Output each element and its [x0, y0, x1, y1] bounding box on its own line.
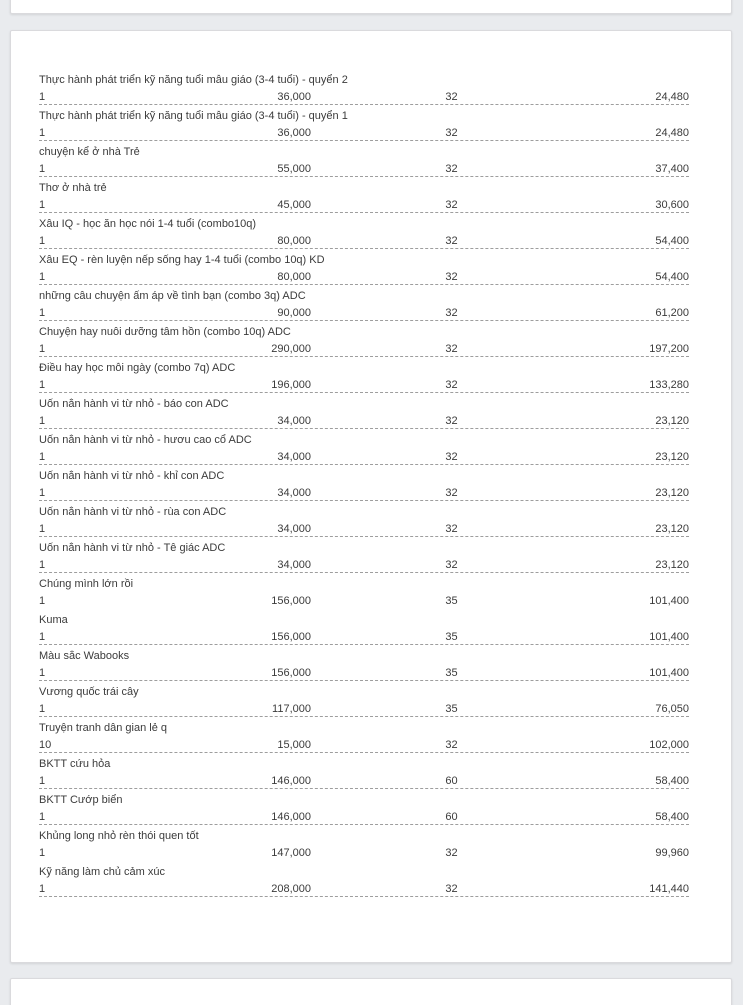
item-line-total: 23,120: [655, 487, 689, 499]
item-title: Uốn nắn hành vi từ nhỏ - rùa con ADC: [39, 506, 227, 518]
item-values-row: [39, 667, 689, 680]
item-discount-percent: 35: [445, 667, 458, 679]
item-unit-price: 196,000: [271, 379, 311, 391]
item-discount-percent: 35: [445, 703, 458, 715]
item-title: Thực hành phát triển kỹ năng tuổi mẫu giáo (3-4 tuổi) - quyển 2: [39, 74, 348, 86]
order-line-item: [39, 357, 689, 393]
item-title: Vương quốc trái cây: [39, 686, 139, 698]
item-quantity: 1: [39, 379, 46, 391]
order-line-item: [39, 393, 689, 429]
item-title: Uốn nắn hành vi từ nhỏ - Tê giác ADC: [39, 542, 226, 554]
item-title: Khủng long nhỏ rèn thói quen tốt: [39, 830, 199, 842]
item-title: Kỹ năng làm chủ cảm xúc: [39, 866, 165, 878]
item-values-row: [39, 739, 689, 752]
item-values-row: [39, 163, 689, 176]
item-unit-price: 90,000: [277, 307, 311, 319]
item-discount-percent: 32: [445, 235, 458, 247]
item-line-total: 61,200: [655, 307, 689, 319]
item-values-row: [39, 523, 689, 536]
order-items-list: [39, 69, 689, 897]
order-line-item: [39, 537, 689, 573]
order-line-item: [39, 465, 689, 501]
item-quantity: 1: [39, 631, 46, 643]
order-line-item: [39, 861, 689, 897]
item-unit-price: 55,000: [277, 163, 311, 175]
item-title: Chúng mình lớn rồi: [39, 578, 134, 590]
item-line-total: 23,120: [655, 559, 689, 571]
item-line-total: 23,120: [655, 415, 689, 427]
previous-card-partial: [10, 0, 732, 14]
item-values-row: [39, 91, 689, 104]
item-unit-price: 146,000: [271, 775, 311, 787]
item-line-total: 101,400: [649, 667, 689, 679]
item-unit-price: 156,000: [271, 667, 311, 679]
item-quantity: 1: [39, 667, 46, 679]
item-values-row: [39, 379, 689, 392]
item-values-row: [39, 235, 689, 248]
item-quantity: 1: [39, 883, 46, 895]
item-title: chuyện kể ở nhà Trẻ: [39, 146, 140, 158]
item-values-row: [39, 127, 689, 140]
item-values-row: [39, 415, 689, 428]
item-title: Uốn nắn hành vi từ nhỏ - hươu cao cổ ADC: [39, 434, 252, 446]
item-discount-percent: 32: [445, 127, 458, 139]
item-discount-percent: 60: [445, 811, 458, 823]
order-line-item: [39, 429, 689, 465]
item-quantity: 1: [39, 271, 46, 283]
item-line-total: 23,120: [655, 451, 689, 463]
item-discount-percent: 32: [445, 91, 458, 103]
item-quantity: 1: [39, 595, 46, 607]
item-line-total: 99,960: [655, 847, 689, 859]
item-quantity: 1: [39, 91, 46, 103]
item-discount-percent: 32: [445, 487, 458, 499]
item-quantity: 1: [39, 415, 46, 427]
item-unit-price: 80,000: [277, 235, 311, 247]
item-unit-price: 34,000: [277, 415, 311, 427]
order-items-card: [10, 30, 732, 963]
item-title: Điều hay học mỗi ngày (combo 7q) ADC: [39, 362, 236, 374]
item-title: Uốn nắn hành vi từ nhỏ - báo con ADC: [39, 398, 229, 410]
item-line-total: 24,480: [655, 127, 689, 139]
item-title: Kuma: [39, 614, 68, 626]
item-discount-percent: 32: [445, 523, 458, 535]
item-values-row: [39, 487, 689, 500]
order-line-item: [39, 213, 689, 249]
item-title: Uốn nắn hành vi từ nhỏ - khỉ con ADC: [39, 470, 225, 482]
item-values-row: [39, 883, 689, 896]
item-discount-percent: 32: [445, 739, 458, 751]
order-line-item: [39, 753, 689, 789]
item-values-row: [39, 199, 689, 212]
item-values-row: [39, 847, 689, 860]
item-quantity: 1: [39, 775, 46, 787]
item-discount-percent: 32: [445, 451, 458, 463]
item-quantity: 1: [39, 559, 46, 571]
order-line-item: [39, 825, 689, 861]
item-discount-percent: 60: [445, 775, 458, 787]
item-line-total: 101,400: [649, 631, 689, 643]
item-title: Xâu EQ - rèn luyện nếp sống hay 1-4 tuổi (combo 10q) KD: [39, 254, 325, 266]
order-line-item: [39, 789, 689, 825]
item-title: Thơ ở nhà trẻ: [39, 182, 107, 194]
item-unit-price: 156,000: [271, 595, 311, 607]
item-values-row: [39, 703, 689, 716]
item-unit-price: 34,000: [277, 487, 311, 499]
item-line-total: 54,400: [655, 235, 689, 247]
item-unit-price: 147,000: [271, 847, 311, 859]
item-title: BKTT cứu hỏa: [39, 758, 111, 770]
item-line-total: 101,400: [649, 595, 689, 607]
item-line-total: 30,600: [655, 199, 689, 211]
item-unit-price: 290,000: [271, 343, 311, 355]
item-line-total: 102,000: [649, 739, 689, 751]
item-values-row: [39, 811, 689, 824]
item-discount-percent: 32: [445, 379, 458, 391]
order-line-item: [39, 105, 689, 141]
item-unit-price: 146,000: [271, 811, 311, 823]
item-line-total: 133,280: [649, 379, 689, 391]
item-line-total: 24,480: [655, 91, 689, 103]
item-quantity: 1: [39, 343, 46, 355]
item-discount-percent: 32: [445, 307, 458, 319]
item-discount-percent: 32: [445, 163, 458, 175]
item-unit-price: 156,000: [271, 631, 311, 643]
order-line-item: [39, 321, 689, 357]
item-discount-percent: 35: [445, 631, 458, 643]
item-title: Truyện tranh dân gian lẻ q: [39, 722, 168, 734]
item-line-total: 197,200: [649, 343, 689, 355]
item-values-row: [39, 343, 689, 356]
item-line-total: 23,120: [655, 523, 689, 535]
item-title: BKTT Cướp biển: [39, 794, 123, 806]
item-values-row: [39, 559, 689, 572]
item-quantity: 1: [39, 163, 46, 175]
order-line-item: [39, 141, 689, 177]
order-line-item: [39, 573, 689, 609]
item-title: Thực hành phát triển kỹ năng tuổi mẫu giáo (3-4 tuổi) - quyển 1: [39, 110, 348, 122]
item-line-total: 76,050: [655, 703, 689, 715]
order-line-item: [39, 501, 689, 537]
order-line-item: [39, 69, 689, 105]
order-line-item: [39, 609, 689, 645]
item-unit-price: 34,000: [277, 523, 311, 535]
order-line-item: [39, 645, 689, 681]
item-values-row: [39, 631, 689, 644]
item-values-row: [39, 307, 689, 320]
item-discount-percent: 32: [445, 883, 458, 895]
item-unit-price: 117,000: [272, 703, 311, 715]
order-line-item: [39, 285, 689, 321]
item-discount-percent: 32: [445, 199, 458, 211]
item-quantity: 1: [39, 811, 46, 823]
item-quantity: 1: [39, 703, 46, 715]
item-title: những câu chuyện ấm áp về tình bạn (combo 3q) ADC: [39, 290, 306, 302]
item-unit-price: 80,000: [277, 271, 311, 283]
item-quantity: 1: [39, 235, 46, 247]
item-discount-percent: 32: [445, 271, 458, 283]
item-values-row: [39, 775, 689, 788]
item-discount-percent: 32: [445, 343, 458, 355]
item-unit-price: 36,000: [277, 91, 311, 103]
order-line-item: [39, 249, 689, 285]
item-line-total: 141,440: [649, 883, 689, 895]
item-line-total: 37,400: [655, 163, 689, 175]
item-quantity: 1: [39, 127, 46, 139]
order-line-item: [39, 177, 689, 213]
item-title: Màu sắc Wabooks: [39, 650, 130, 662]
item-unit-price: 34,000: [277, 451, 311, 463]
item-unit-price: 208,000: [271, 883, 311, 895]
item-title: Chuyện hay nuôi dưỡng tâm hồn (combo 10q) ADC: [39, 326, 291, 338]
item-quantity: 1: [39, 487, 46, 499]
item-line-total: 58,400: [655, 775, 689, 787]
next-card-partial: [10, 978, 732, 1005]
item-title: Xâu IQ - học ăn học nói 1-4 tuổi (combo10q): [39, 218, 257, 230]
item-quantity: 1: [39, 199, 46, 211]
item-discount-percent: 32: [445, 559, 458, 571]
item-discount-percent: 35: [445, 595, 458, 607]
item-values-row: [39, 271, 689, 284]
item-unit-price: 34,000: [277, 559, 311, 571]
item-quantity: 10: [39, 739, 52, 751]
item-quantity: 1: [39, 523, 46, 535]
item-values-row: [39, 595, 689, 608]
order-line-item: [39, 681, 689, 717]
item-unit-price: 36,000: [277, 127, 311, 139]
item-unit-price: 45,000: [277, 199, 311, 211]
item-quantity: 1: [39, 451, 46, 463]
item-line-total: 54,400: [655, 271, 689, 283]
item-values-row: [39, 451, 689, 464]
item-discount-percent: 32: [445, 415, 458, 427]
item-line-total: 58,400: [655, 811, 689, 823]
item-quantity: 1: [39, 307, 46, 319]
item-discount-percent: 32: [445, 847, 458, 859]
order-line-item: [39, 717, 689, 753]
item-quantity: 1: [39, 847, 46, 859]
item-unit-price: 15,000: [277, 739, 311, 751]
